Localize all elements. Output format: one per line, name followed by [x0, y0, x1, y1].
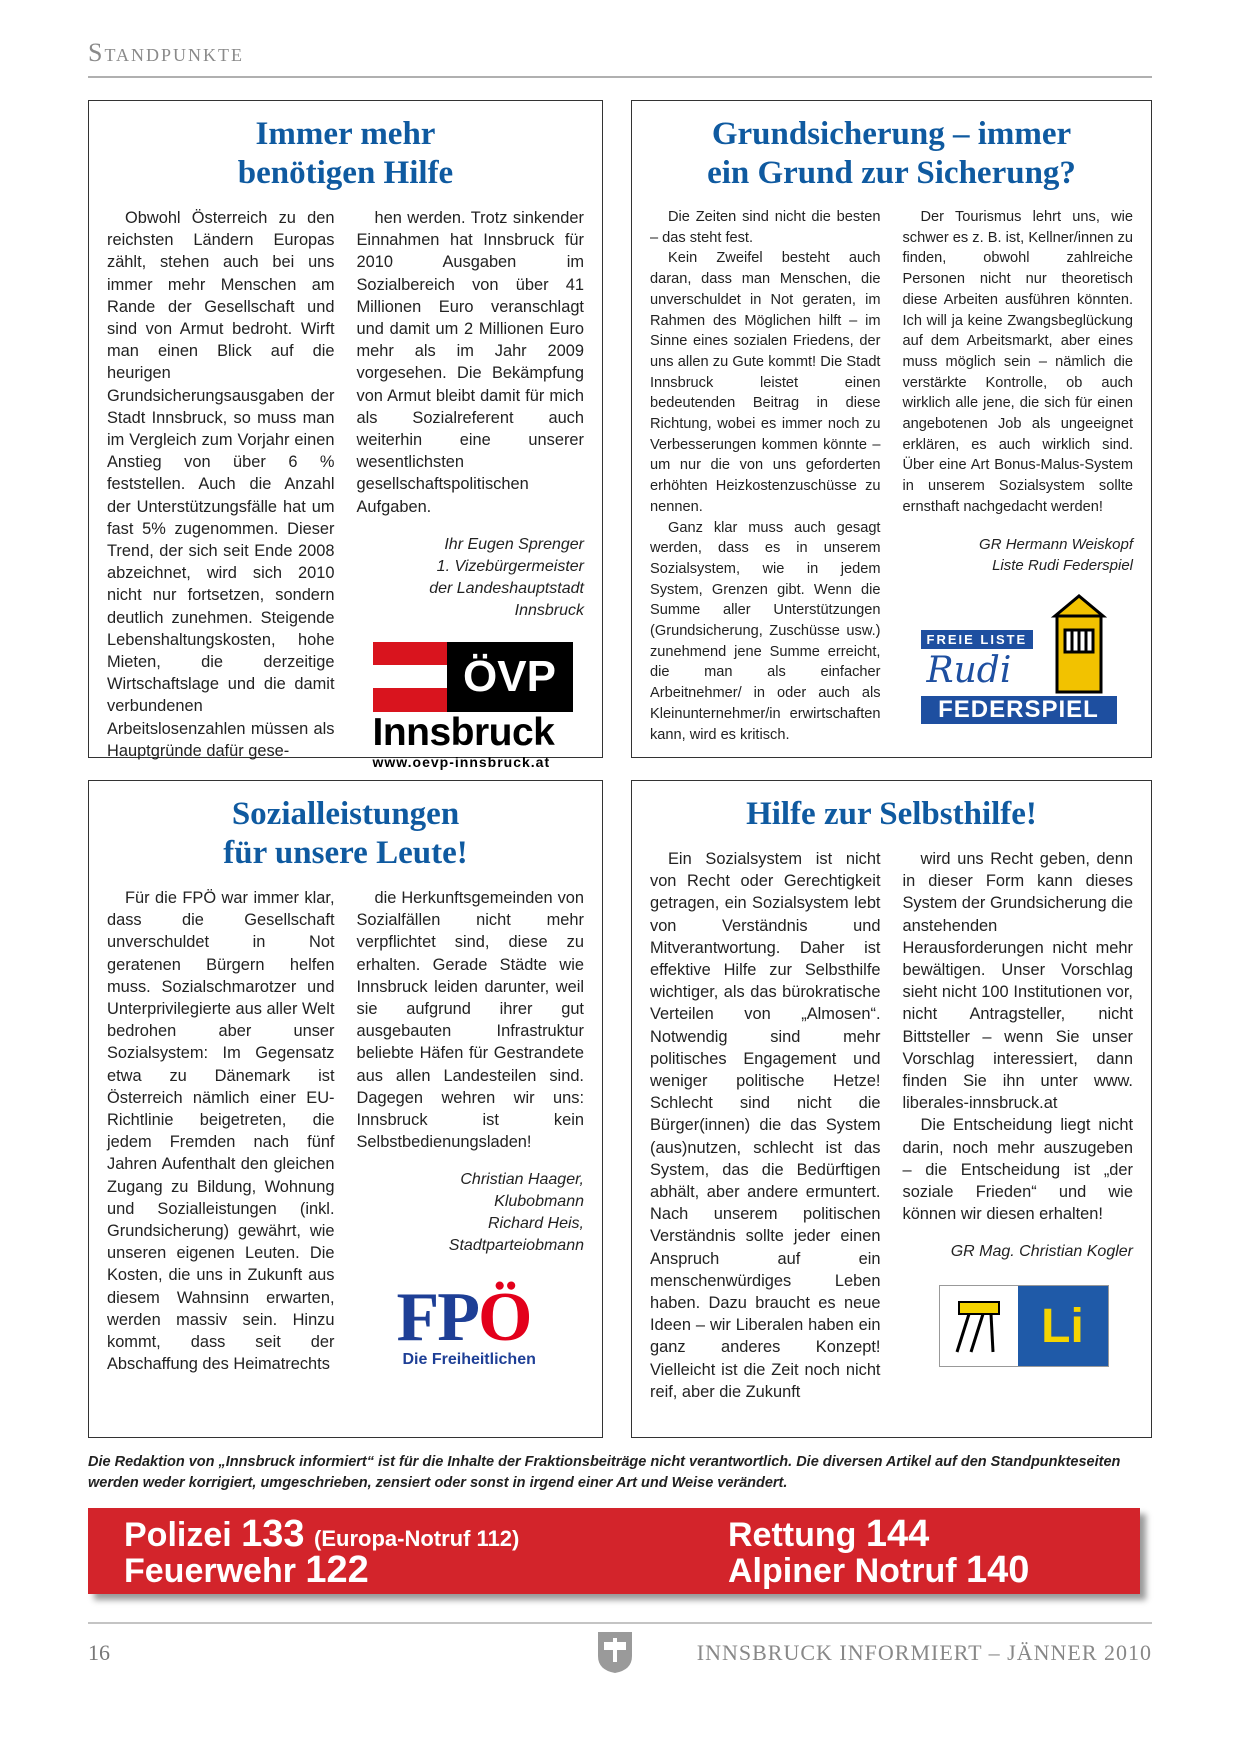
police-number: Polizei 133 (Europa-Notruf 112)	[124, 1513, 520, 1555]
article-fpoe	[88, 780, 603, 1438]
section-title: Standpunkte	[88, 38, 245, 67]
paragraph: Der Tourismus lehrt uns, wie schwer es z. B. ist, Kellner/innen zu finden, obwohl zahlreiche Personen nicht nur theoretisch diese Arbeiten ausführen könnten. Ich will ja keine Zwangsbeglückung auf dem Arbeitsmarkt, aber eines muss möglich sein – nämlich die verstärkte Kontrolle, ob auch wirklich alle jene, die sich für einen angebotenen Job als ungeeignet erklären, es auch wirklich sind. Über eine Art Bonus-Malus-System in unserem Sozialsystem sollte ernsthaft nachgedacht werden!	[902, 209, 1133, 515]
signature: Christian Haager, Klubobmann Richard Heis, Stadtparteiobmann	[448, 1171, 584, 1255]
footer-divider	[88, 1622, 1152, 1624]
innsbruck-crest-icon	[596, 1630, 634, 1674]
header-divider	[88, 76, 1152, 78]
paragraph: Ein Sozialsystem ist nicht von Recht oder Gerechtigkeit getragen, ein Sozialsystem lebt von Verständnis und Mitverantwortung. Daher ist effektive Hilfe zur Selbsthilfe wichtiger, als das bürokratische Verteilen von „Almosen“. Notwendig sind mehr politisches Engagement und weniger politische Hetze! Schlecht sind nicht die Bürger(innen) die das System (aus)nutzen, schlecht ist das System, das die Bedürftigen abhält, aber andere ermuntert. Nach unserem politischen Verständnis sollte jeder einen Anspruch auf ein menschenwürdiges Leben haben. Dazu braucht es neue Ideen – wir Liberalen haben ein ganz anderes Konzept! Vielleicht ist die Zeit noch nicht reif, aber die Zukunft	[650, 850, 881, 1401]
publication-title: INNSBRUCK INFORMIERT – JÄNNER 2010	[696, 1640, 1152, 1665]
article-title: Immer mehr benötigen Hilfe	[237, 116, 454, 191]
paragraph: Die Zeiten sind nicht die besten – das steht fest.	[650, 209, 881, 246]
paragraph: Kein Zweifel besteht auch daran, dass man Menschen, die unverschuldet in Not geraten, im Rahmen des Möglichen hilft – im Sinne eines sozialen Friedens, der uns allen zu Gute kommt! Die Stadt Innsbruck leistet einen bedeutenden Beitrag in diese Richtung, wobei es immer noch zu Verbesserungen kommen könnte – um nur die von uns geforderten erhöhten Heizkostenzuschüsse zu nennen.	[650, 250, 881, 515]
article-rudi-federspiel	[631, 100, 1152, 758]
article-column-2	[903, 207, 1134, 745]
article-column-1	[650, 207, 881, 745]
paragraph: wird uns Recht geben, denn in dieser Form kann dieses System der Grundsicherung die anstehenden Herausforderungen nicht mehr bewältigen. Unser Vorschlag sieht nicht 100 Institutionen vor, nicht Antragsteller, nicht Bittsteller – wenn Sie unser Vorschlag interessiert, dann finden Sie ihn unter www. liberales-innsbruck.at	[902, 850, 1133, 1113]
article-column-2	[357, 887, 585, 1375]
fpoe-logo: FPÖ Die Freiheitlichen	[396, 1279, 536, 1369]
signature: GR Hermann Weiskopf Liste Rudi Federspiel	[979, 535, 1133, 574]
house-icon	[1047, 594, 1111, 694]
article-liberales-innsbruck	[631, 780, 1152, 1438]
article-title: Hilfe zur Selbsthilfe!	[746, 796, 1037, 832]
rudi-federspiel-logo: FREIE LISTE Rudi FEDERSPIEL	[921, 594, 1121, 724]
alpine-emergency-number: Alpiner Notruf 140	[728, 1549, 1030, 1591]
page-number: 16	[88, 1640, 110, 1665]
signature: Ihr Eugen Sprenger 1. Vizebürgermeister der Landeshauptstadt Innsbruck	[429, 535, 584, 619]
li-logo: Li	[939, 1285, 1109, 1367]
walking-figure-icon	[949, 1294, 1009, 1358]
paragraph: hen werden. Trotz sinkender Einnahmen hat Innsbruck für 2010 Ausgaben im Sozialbereich von über 41 Millionen Euro veranschlagt und damit um 2 Millionen Euro mehr als im Jahr 2009 vorgesehen. Die Bekämpfung von Armut bleibt damit für mich als Sozialreferent auch weiterhin eine unserer wesentlichsten gesellschaftspolitischen Aufgaben.	[356, 209, 584, 516]
paragraph: Die Entscheidung liegt nicht darin, noch mehr auszugeben – die Entscheidung ist „der soziale Frieden“ und wie können wir diesen erhalten!	[902, 1116, 1133, 1224]
article-column-1	[107, 887, 335, 1375]
paragraph: Für die FPÖ war immer klar, dass die Gesellschaft unverschuldet in Not geratenen Bürgern helfen muss. Sozialschmarotzer und Unterprivilegierte aus aller Welt bedrohen aber unser Sozialsystem: Im Gegensatz etwa zu Dänemark ist Österreich nämlich einer EU-Richtlinie beigetreten, die jedem Fremden nach fünf Jahren Aufenthalt den gleichen Zugang zu Bildung, Wohnung und Sozialleistungen (inkl. Grundsicherung) gewährt, wie unseren eigenen Leuten. Die Kosten, die uns in Zukunft aus diesem Wahnsinn erwarten, werden massiv sein. Hinzu kommt, dass seit der Abschaffung des Heimatrechts	[107, 889, 335, 1374]
fire-number: Feuerwehr 122	[124, 1549, 369, 1591]
oevp-logo: ÖVP Innsbruck www.oevp-innsbruck.at	[373, 642, 573, 770]
signature: GR Mag. Christian Kogler	[950, 1243, 1133, 1261]
article-column-1	[650, 848, 881, 1403]
article-oevp	[88, 100, 603, 770]
article-column-1	[107, 207, 335, 770]
rescue-number: Rettung 144	[728, 1513, 930, 1555]
austria-flag-icon	[373, 642, 447, 712]
editorial-disclaimer: Die Redaktion von „Innsbruck informiert“ ist für die Inhalte der Fraktionsbeiträge nicht verantwortlich. Die diversen Artikel auf den Standpunkteseiten werden weder korrigiert, umgeschrieben, zensiert oder sonst in irgend einer Art und Weise verändert.	[88, 1454, 1121, 1491]
article-column-2	[903, 848, 1134, 1403]
article-title: Sozialleistungen für unsere Leute!	[223, 796, 468, 871]
paragraph: Ganz klar muss auch gesagt werden, dass es in unserem Sozialsystem, wie in jedem System, Grenzen gibt. Wenn die Summe aller Unterstützungen (Grundsicherung, Zuschüsse usw.) zunehmend jene Summe erreicht, die man als einfacher Arbeitnehmer/ in oder auch als Kleinunternehmer/in erwirtschaften kann, wird es kritisch.	[650, 519, 881, 743]
article-title: Grundsicherung – immer ein Grund zur Sicherung?	[707, 116, 1076, 191]
paragraph: Obwohl Österreich zu den reichsten Ländern Europas zählt, stehen auch bei uns immer mehr Menschen am Rande der Gesellschaft und sind von Armut bedroht. Wirft man einen Blick auf die heurigen Grundsicherungsausgaben der Stadt Innsbruck, so muss man im Vergleich zum Vorjahr einen Anstieg von über 6 % feststellen. Auch die Anzahl der Unterstützungsfälle hat um fast 5% zugenommen. Dieser Trend, der sich seit Ende 2008 abzeichnet, wird sich 2010 nicht nur fortsetzen, sondern deutlich zunehmen. Steigende Lebenshaltungskosten, hohe Mieten, die derzeitige Wirtschaftslage und die damit verbundenen Arbeitslosenzahlen müssen als Hauptgründe dafür gese-	[107, 209, 335, 760]
paragraph: die Herkunftsgemeinden von Sozialfällen nicht mehr verpflichtet sind, diese zu erhalten. Gerade Städte wie Innsbruck leiden darunter, weil sie aufgrund ihrer gut ausgebauten Infrastruktur beliebte Häfen für Gestrandete aus allen Landesteilen sind. Dagegen wehren wir uns: Innsbruck ist kein Selbstbedienungsladen!	[356, 889, 584, 1152]
article-column-2	[357, 207, 585, 770]
emergency-numbers-banner	[88, 1508, 1140, 1594]
